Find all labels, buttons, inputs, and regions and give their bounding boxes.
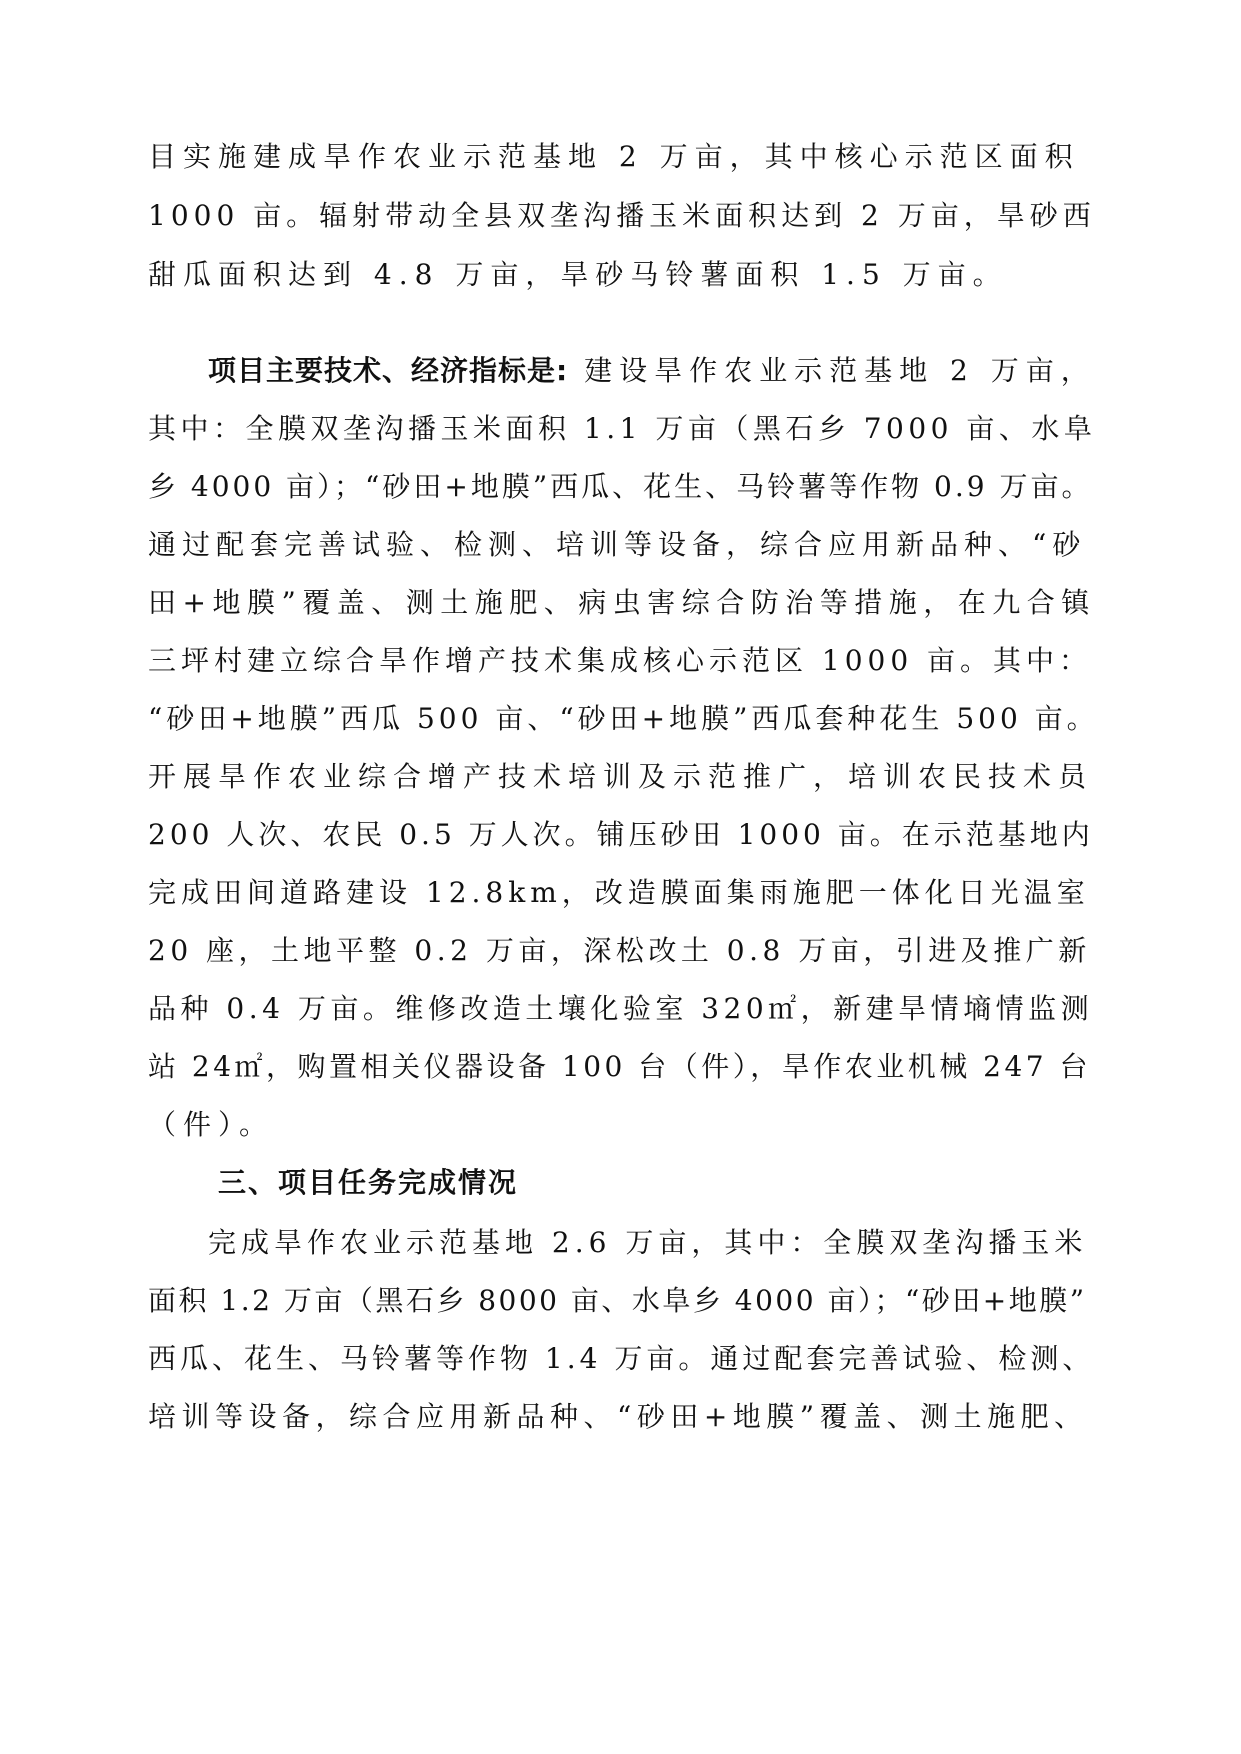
text-line: 面积 1.2 万亩（黑石乡 8000 亩、水阜乡 4000 亩）；“砂田+地膜” <box>148 1284 1087 1317</box>
section-heading: 三、项目任务完成情况 <box>218 1166 519 1199</box>
text-line: 20 座，土地平整 0.2 万亩，深松改土 0.8 万亩，引进及推广新 <box>148 934 1091 967</box>
text-line: 站 24㎡，购置相关仪器设备 100 台（件），旱作农业机械 247 台 <box>148 1050 1092 1083</box>
text-line: 乡 4000 亩）；“砂田+地膜”西瓜、花生、马铃薯等作物 0.9 万亩。 <box>148 470 1093 503</box>
text-span: 建设旱作农业示范基地 2 万亩， <box>568 354 1096 387</box>
text-line: 目实施建成旱作农业示范基地 2 万亩，其中核心示范区面积 <box>148 140 1080 173</box>
text-line: 品种 0.4 万亩。维修改造土壤化验室 320㎡，新建旱情墒情监测 <box>148 992 1094 1025</box>
text-line: 其中：全膜双垄沟播玉米面积 1.1 万亩（黑石乡 7000 亩、水阜 <box>148 412 1097 445</box>
text-line: 通过配套完善试验、检测、培训等设备，综合应用新品种、“砂 <box>148 528 1087 561</box>
text-line: 开展旱作农业综合增产技术培训及示范推广，培训农民技术员 <box>148 760 1094 793</box>
text-line: 三坪村建立综合旱作增产技术集成核心示范区 1000 亩。其中： <box>148 644 1093 677</box>
text-line: 1000 亩。辐射带动全县双垄沟播玉米面积达到 2 万亩，旱砂西 <box>148 199 1096 232</box>
text-line: 田+地膜”覆盖、测土施肥、病虫害综合防治等措施，在九合镇 <box>148 586 1096 619</box>
paragraph-lead-line <box>208 354 1096 388</box>
text-line: 甜瓜面积达到 4.8 万亩，旱砂马铃薯面积 1.5 万亩。 <box>148 258 1008 291</box>
text-line: 西瓜、花生、马铃薯等作物 1.4 万亩。通过配套完善试验、检测、 <box>148 1342 1095 1375</box>
text-line: 完成田间道路建设 12.8km，改造膜面集雨施肥一体化日光温室 <box>148 876 1090 909</box>
text-line: 完成旱作农业示范基地 2.6 万亩，其中：全膜双垄沟播玉米 <box>208 1226 1088 1259</box>
text-line: （件）。 <box>148 1108 275 1141</box>
text-line: 培训等设备，综合应用新品种、“砂田+地膜”覆盖、测土施肥、 <box>148 1400 1088 1433</box>
text-line: 200 人次、农民 0.5 万人次。铺压砂田 1000 亩。在示范基地内 <box>148 818 1094 851</box>
key-indicators-label: 项目主要技术、经济指标是: <box>208 354 569 387</box>
text-line: “砂田+地膜”西瓜 500 亩、“砂田+地膜”西瓜套种花生 500 亩。 <box>148 702 1099 735</box>
